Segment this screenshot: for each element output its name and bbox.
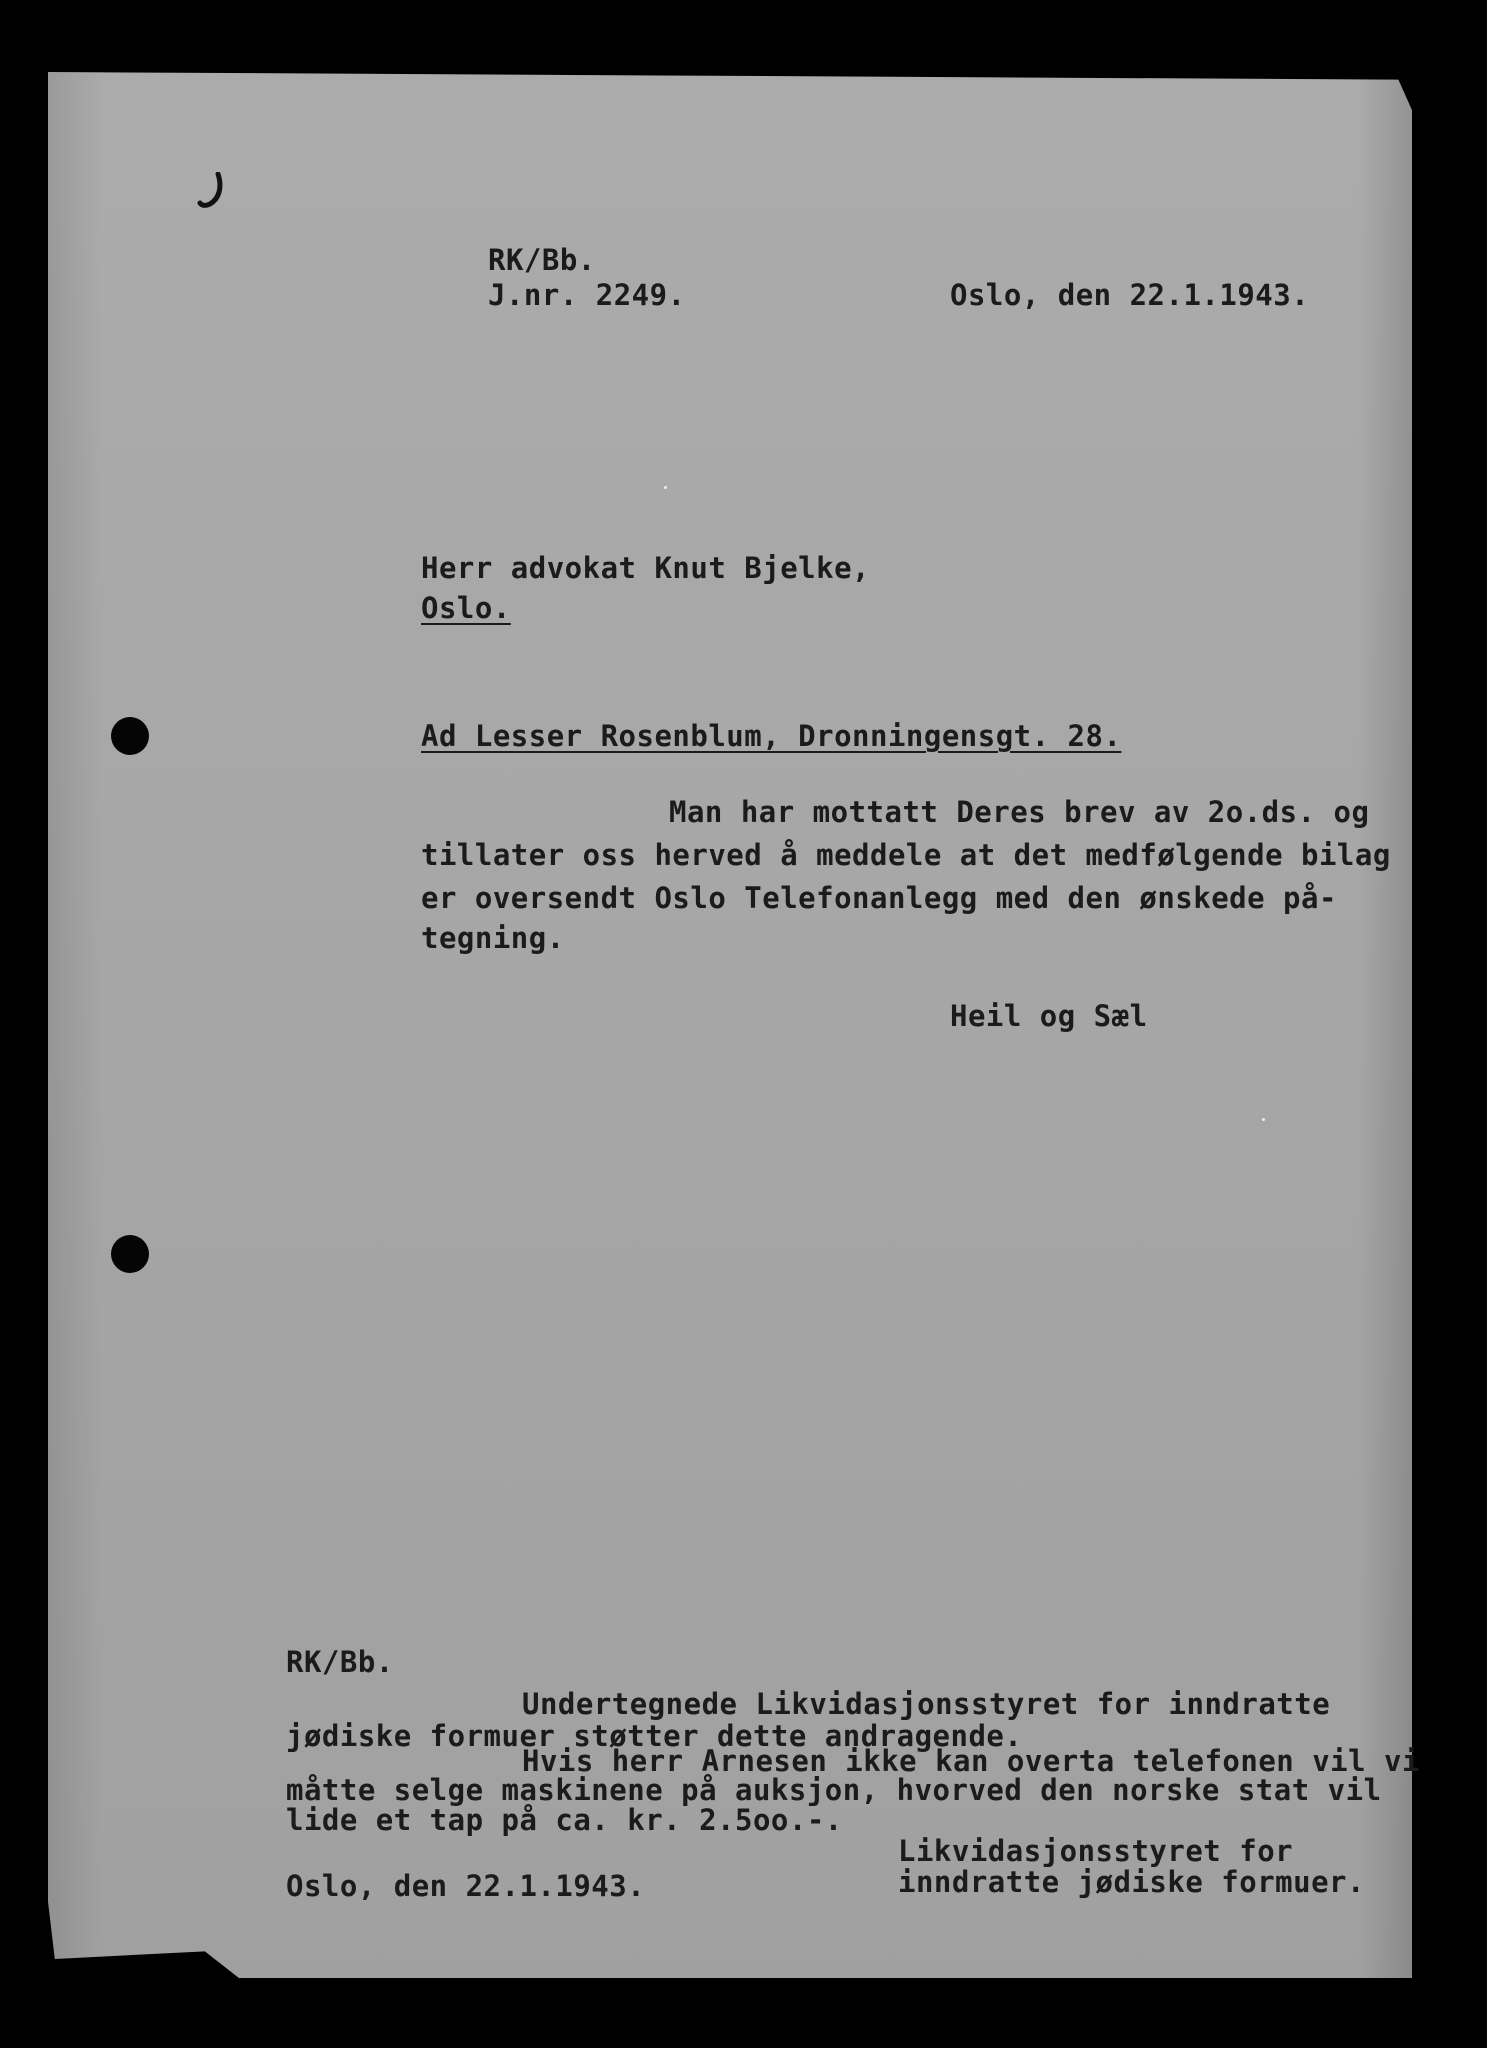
footer-line: måtte selge maskinene på auksjon, hvorved den norske stat vil [286, 1773, 1382, 1807]
punch-hole [111, 1235, 149, 1273]
body-line: tegning. [421, 921, 565, 955]
signature-line: inndratte jødiske formuer. [898, 1865, 1365, 1899]
body-line: tillater oss herved å meddele at det medfølgende bilag [421, 838, 1391, 872]
footer-place-date: Oslo, den 22.1.1943. [286, 1869, 646, 1903]
paper-speck [1262, 1118, 1265, 1121]
place-date: Oslo, den 22.1.1943. [950, 278, 1310, 312]
subject-line: Ad Lesser Rosenblum, Dronningensgt. 28. [421, 719, 1122, 753]
body-line: Man har mottatt Deres brev av 2o.ds. og [669, 795, 1370, 829]
recipient-city: Oslo. [421, 591, 511, 625]
body-line: er oversendt Oslo Telefonanlegg med den ønskede på- [421, 881, 1337, 915]
pen-mark-icon [196, 172, 230, 212]
journal-number: J.nr. 2249. [488, 278, 686, 312]
signature-line: Likvidasjonsstyret for [898, 1834, 1294, 1868]
footer-line: Hvis herr Arnesen ikke kan overta telefonen vil vi [522, 1744, 1420, 1778]
footer-line: Undertegnede Likvidasjonsstyret for inndratte [522, 1687, 1331, 1721]
recipient-name: Herr advokat Knut Bjelke, [421, 551, 870, 585]
footer-reference: RK/Bb. [286, 1645, 394, 1679]
punch-hole [111, 717, 149, 755]
footer-line: lide et tap på ca. kr. 2.5oo.-. [286, 1803, 843, 1837]
paper-speck [664, 486, 667, 489]
closing-greeting: Heil og Sæl [950, 999, 1148, 1033]
footer-line: jødiske formuer støtter dette andragende. [286, 1719, 1023, 1753]
reference-code: RK/Bb. [488, 243, 596, 277]
